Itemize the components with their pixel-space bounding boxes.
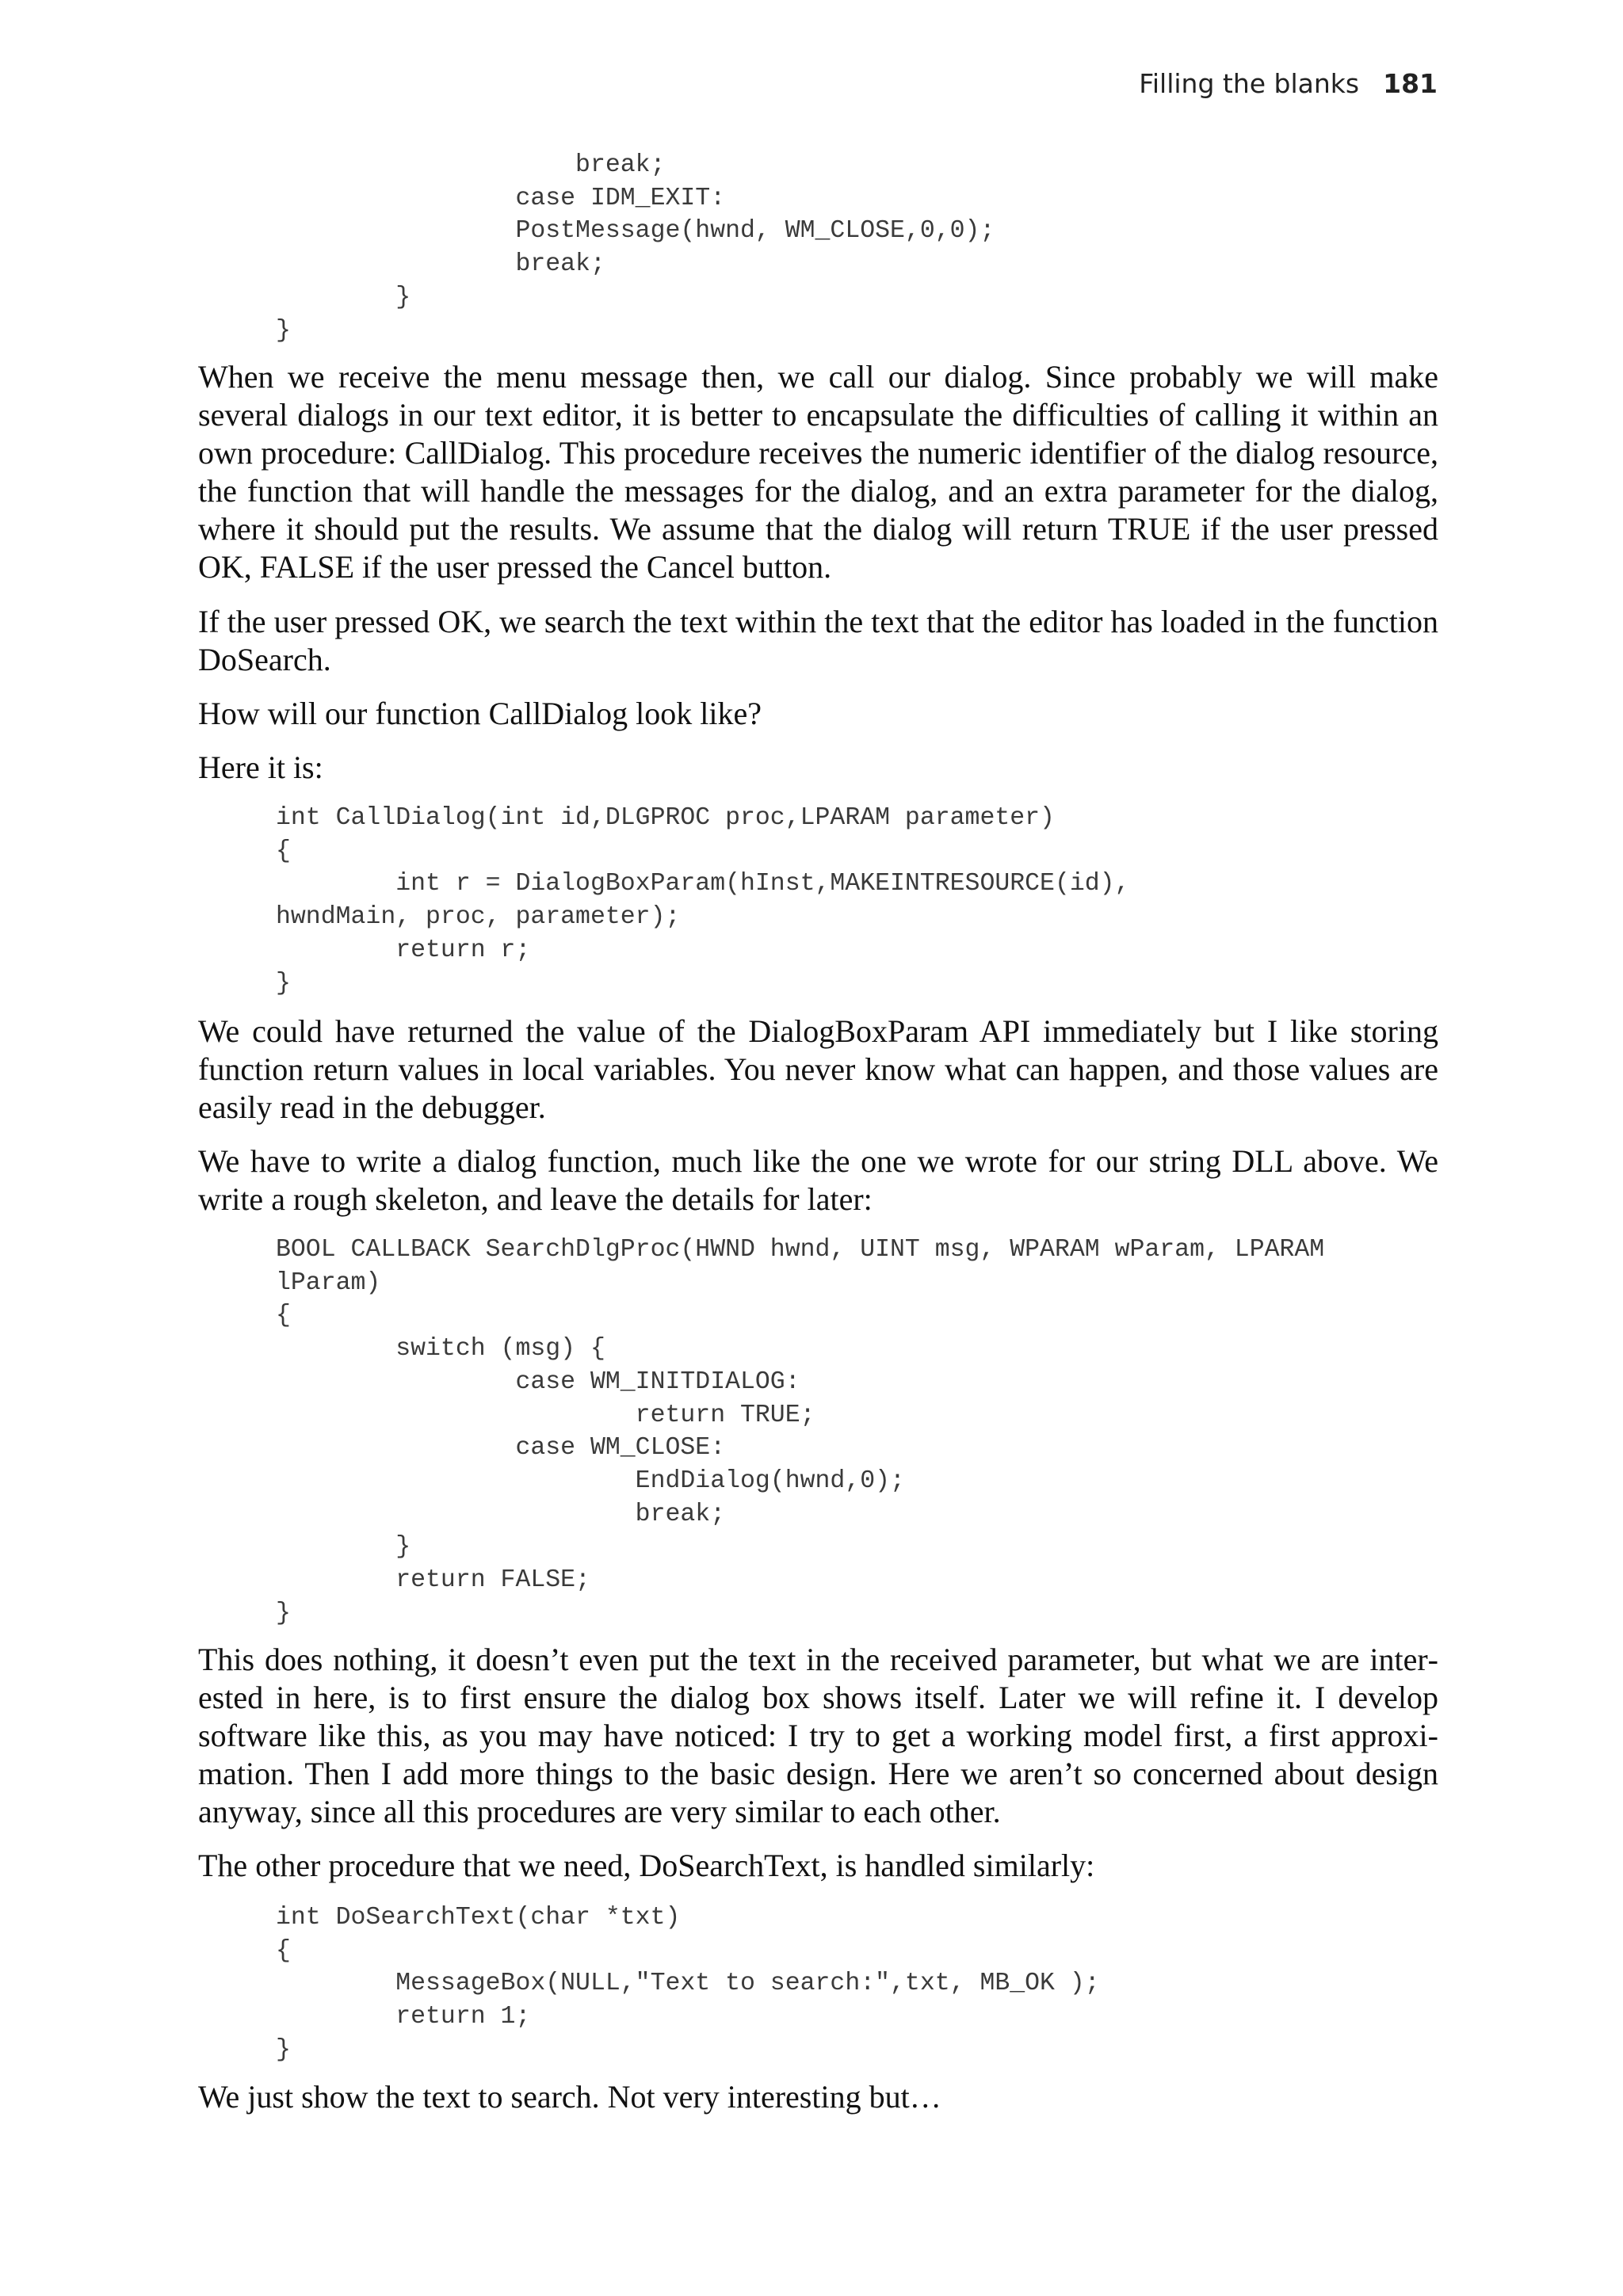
page-number: 181 bbox=[1383, 68, 1438, 99]
paragraph-search-text: If the user pressed OK, we search the text within the text that the editor has loaded in the function DoSearch. bbox=[198, 604, 1438, 677]
paragraph-closing: We just show the text to search. Not very interesting but… bbox=[198, 2079, 941, 2115]
paragraph-dialog-function: We have to write a dialog function, much like the one we wrote for our string DLL above. We write a rough skeleton, and leave the details for later: bbox=[198, 1143, 1438, 1217]
paragraph-return-value: We could have returned the value of the DialogBoxParam API immediately but I like storing function return values in local variables. You never know what can happen, and those values are easily read in the debugger. bbox=[198, 1013, 1438, 1125]
code-block-menu-handler: break; case IDM_EXIT: PostMessage(hwnd, WM_CLOSE,0,0); break; } } bbox=[276, 151, 995, 345]
paragraph-here-it-is: Here it is: bbox=[198, 749, 323, 785]
chapter-title: Filling the blanks bbox=[1139, 68, 1360, 99]
paragraph-question: How will our function CallDialog look like? bbox=[198, 696, 762, 731]
code-block-search-dlg-proc: BOOL CALLBACK SearchDlgProc(HWND hwnd, UINT msg, WPARAM wParam, LPARAM lParam) { switch (msg) { case WM_INITDIALOG: return TRUE; case WM_CLOSE: EndDialog(hwnd,0); break; } return FALSE; } bbox=[276, 1236, 1325, 1627]
running-header bbox=[1139, 68, 1438, 99]
code-block-do-search-text: int DoSearchText(char *txt) { MessageBox(NULL,"Text to search:",txt, MB_OK ); return 1; } bbox=[276, 1904, 1100, 2064]
code-block-call-dialog: int CallDialog(int id,DLGPROC proc,LPARAM parameter) { int r = DialogBoxParam(hInst,MAKEINTRESOURCE(id), hwndMain, proc, parameter); return r; } bbox=[276, 804, 1130, 997]
paragraph-does-nothing: This does nothing, it doesn’t even put the text in the received parameter, but what we are interested in here, is to first ensure the dialog box shows itself. Later we will refine it. I develop software like this, as you may have noticed: I try to get a working model first, a first approximation. Then I add more things to the basic design. Here we aren’t so concerned about design anyway, since all this procedures are very similar to each other. bbox=[198, 1642, 1438, 1829]
paragraph-call-dialog-intro: When we receive the menu message then, we call our dialog. Since probably we will make several dialogs in our text editor, it is better to encapsulate the difficulties of calling it within an own procedure: CallDialog. This procedure receives the numeric identifier of the dialog resource, the function that will handle the messages for the dialog, and an extra parameter for the dialog, where it should put the results. We assume that the dialog will return TRUE if the user pressed OK, FALSE if the user pressed the Cancel button. bbox=[198, 359, 1438, 585]
paragraph-other-procedure: The other procedure that we need, DoSearchText, is handled similarly: bbox=[198, 1848, 1095, 1883]
